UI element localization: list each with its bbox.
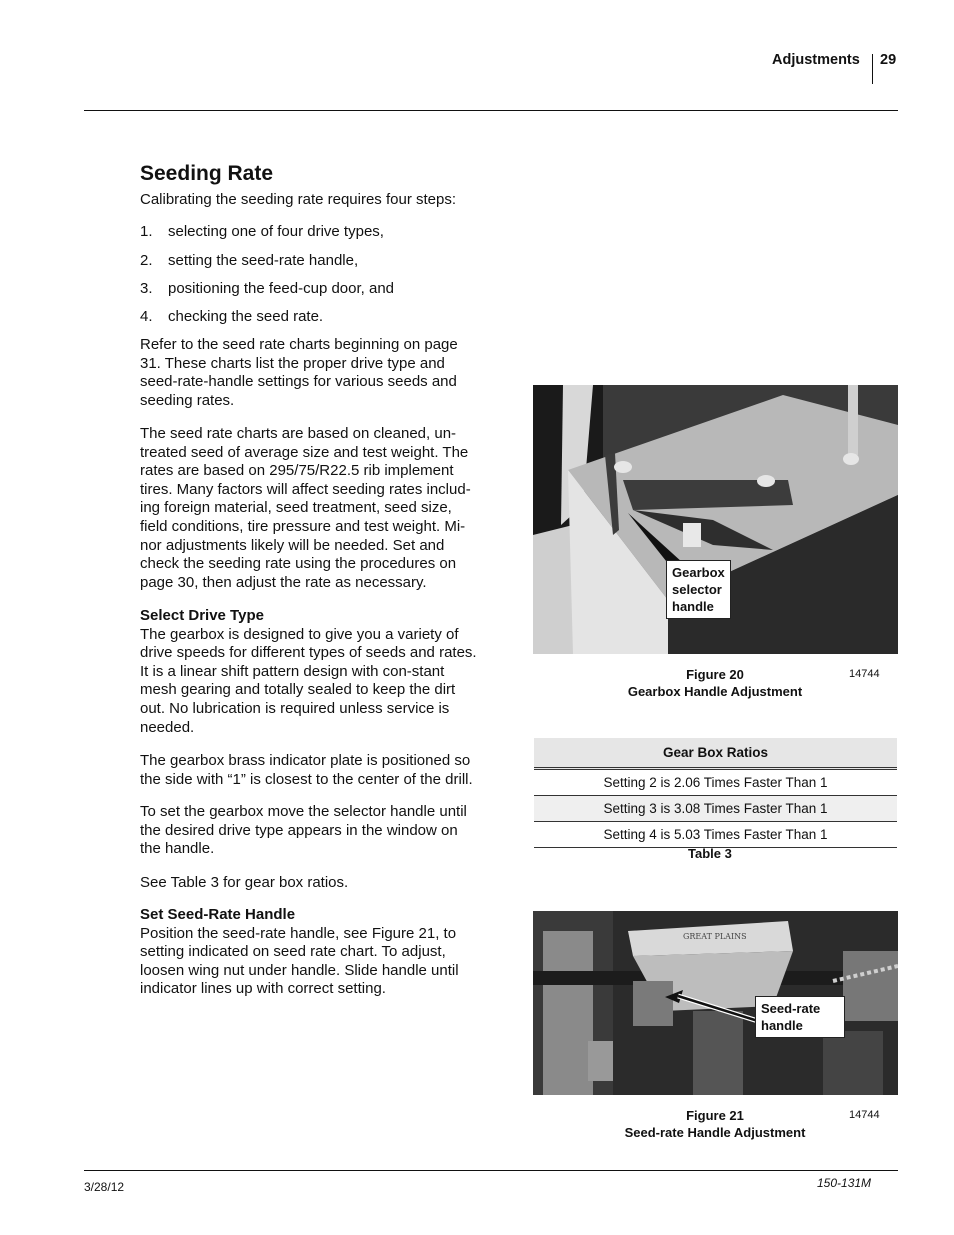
- paragraph-seed-rate-handle: Position the seed-rate handle, see Figure 21, to setting indicated on seed rate chart. To adjust, loosen wing nut under handle. Slide handle until indicator lines up with correct setting.: [140, 924, 459, 998]
- figure-title: Seed-rate Handle Adjustment: [624, 1125, 806, 1140]
- table-cell: Setting 2 is 2.06 Times Faster Than 1: [534, 769, 897, 796]
- footer-date: 3/28/12: [84, 1180, 125, 1194]
- figure-number: Figure 20: [686, 667, 744, 682]
- page-number: 29: [880, 52, 897, 68]
- page-title: Seeding Rate: [140, 162, 274, 185]
- running-header-section: Adjustments: [772, 52, 860, 68]
- callout-gearbox-selector-handle: [666, 560, 731, 619]
- table-3-caption: Table 3: [688, 846, 732, 861]
- callout-line: Gearbox: [672, 565, 725, 580]
- paragraph-indicator-plate: The gearbox brass indicator plate is positioned so the side with “1” is closest to the center of the drill.: [140, 752, 473, 788]
- callout-line: handle: [761, 1018, 803, 1033]
- gear-box-ratios-table: [534, 738, 897, 848]
- list-item: [140, 280, 394, 299]
- table-row: [534, 822, 897, 848]
- section-seed-rate-handle: [140, 906, 480, 999]
- list-number: 2.: [140, 252, 153, 269]
- list-text: setting the seed-rate handle,: [168, 252, 359, 269]
- list-text: positioning the feed-cup door, and: [168, 280, 395, 297]
- footer-rule: [84, 1170, 898, 1171]
- figure-20-image-id: 14744: [849, 668, 880, 680]
- figure-number: Figure 21: [686, 1108, 744, 1123]
- header-divider: [872, 54, 873, 84]
- paragraph-chart-basis: The seed rate charts are based on cleaned, un-treated seed of average size and test weight. The rates are based on 295/75/R22.5 rib implement tires. Many factors will affect seeding rates includ-ing foreign material, seed treatment, seed size, field conditions, tire pressure and test weight. Mi-nor adjustments likely will be needed. Set and check the seeding rate using the procedures on page 30, then adjust the rate as necessary.: [140, 425, 471, 591]
- table-header: Gear Box Ratios: [534, 738, 897, 769]
- callout-line: handle: [672, 599, 714, 614]
- subheading-set-seed-rate-handle: Set Seed-Rate Handle: [140, 906, 296, 923]
- table-row: [534, 796, 897, 822]
- intro-text: Calibrating the seeding rate requires four steps:: [140, 191, 457, 208]
- table-cell: Setting 4 is 5.03 Times Faster Than 1: [534, 822, 897, 848]
- list-number: 1.: [140, 223, 153, 240]
- callout-line: selector: [672, 582, 722, 597]
- list-text: selecting one of four drive types,: [168, 223, 384, 240]
- list-number: 3.: [140, 280, 153, 297]
- header-rule: [84, 110, 898, 111]
- figure-21-image-id: 14744: [849, 1109, 880, 1121]
- list-item: [140, 223, 384, 242]
- subheading-select-drive-type: Select Drive Type: [140, 607, 264, 624]
- section-select-drive: [140, 607, 480, 737]
- paragraph-gearbox: The gearbox is designed to give you a variety of drive speeds for different types of seeds and rates. It is a linear shift pattern design with con-stant mesh gearing and totally sealed to keep the dirt out. No lubrication is required unless service is needed.: [140, 625, 477, 736]
- callout-seed-rate-handle: [755, 996, 845, 1038]
- figure-20-caption: [600, 666, 830, 700]
- paragraph-seed-charts: Refer to the seed rate charts beginning on page 31. These charts list the proper drive type and seed-rate-handle settings for various seeds and seeding rates.: [140, 336, 458, 409]
- list-number: 4.: [140, 308, 153, 325]
- list-item: [140, 252, 358, 271]
- table-cell: Setting 3 is 3.08 Times Faster Than 1: [534, 796, 897, 822]
- brand-plate-text: GREAT PLAINS: [683, 932, 747, 941]
- footer-document-number: 150-131M: [817, 1176, 872, 1190]
- paragraph-see-table: See Table 3 for gear box ratios.: [140, 874, 349, 891]
- callout-line: Seed-rate: [761, 1001, 821, 1016]
- table-header-row: [534, 738, 897, 769]
- list-item: [140, 308, 323, 327]
- figure-title: Gearbox Handle Adjustment: [627, 684, 803, 699]
- figure-21-caption: [600, 1107, 830, 1141]
- paragraph-selector-handle: To set the gearbox move the selector handle until the desired drive type appears in the window on the handle.: [140, 803, 467, 858]
- table-row: [534, 769, 897, 796]
- list-text: checking the seed rate.: [168, 308, 324, 325]
